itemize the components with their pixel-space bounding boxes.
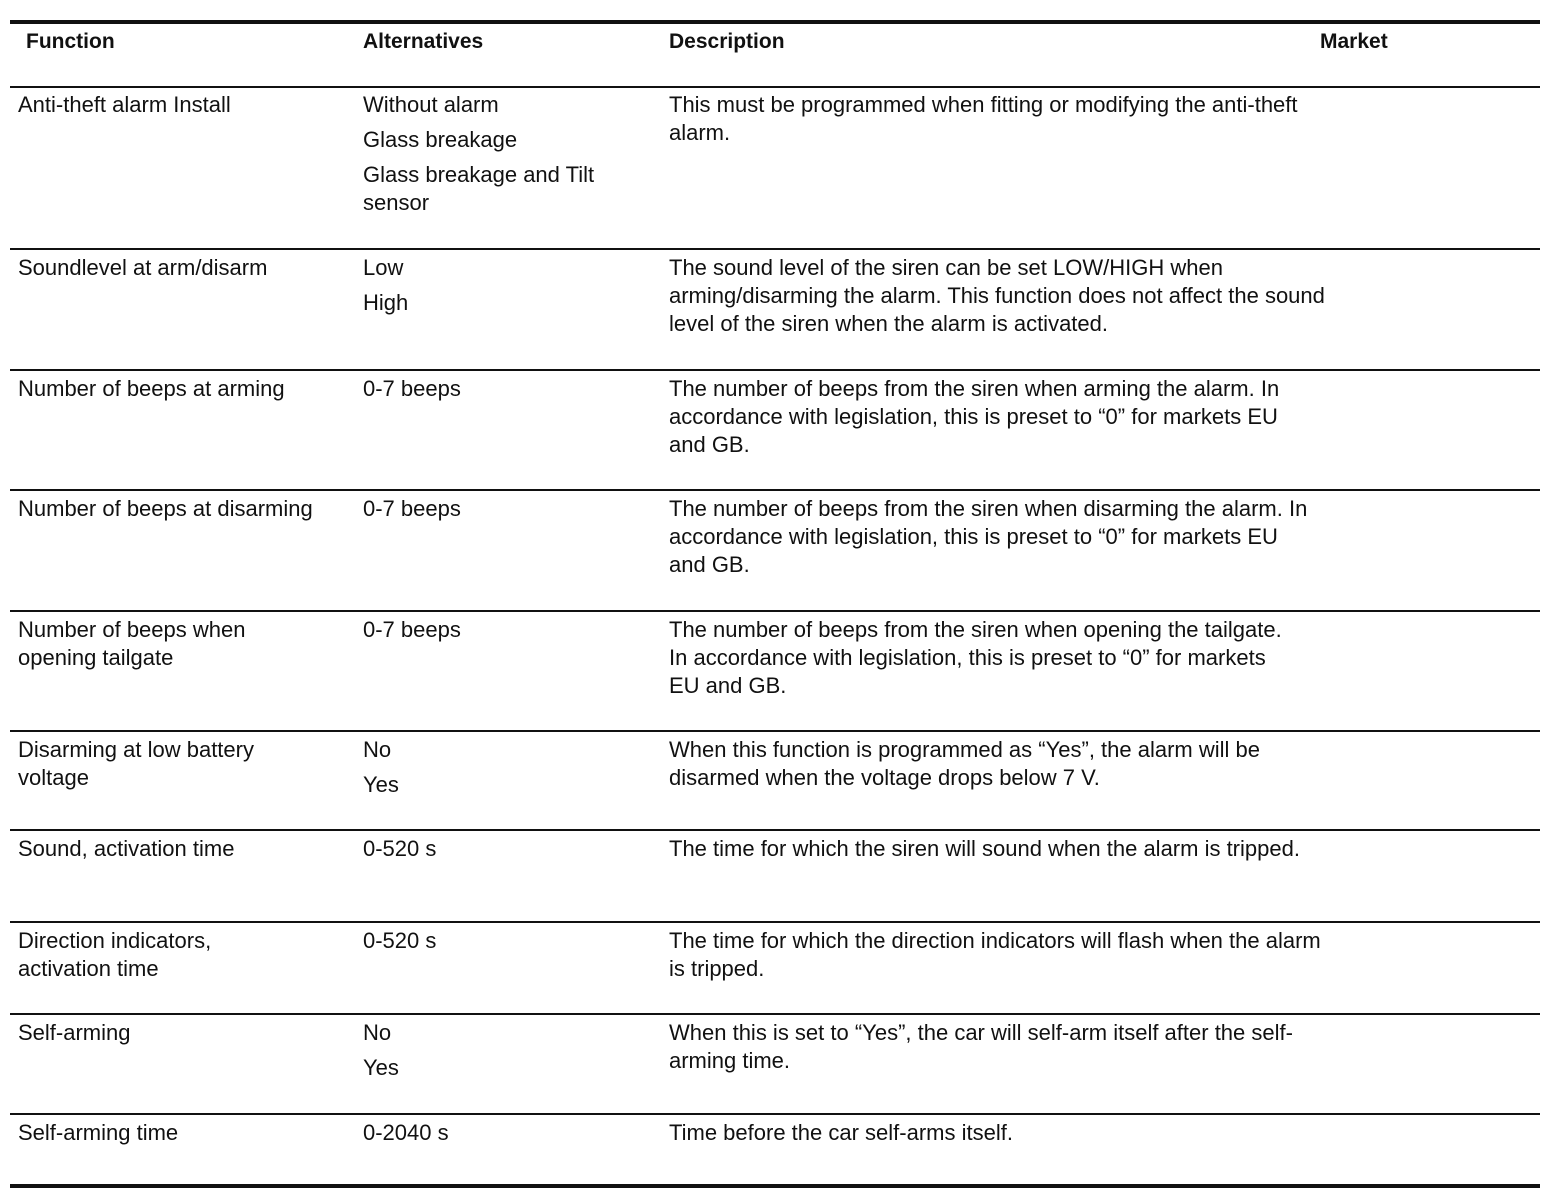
alternative-option: 0-2040 s: [363, 1120, 449, 1145]
alternative-option: High: [363, 290, 409, 315]
description-cell: When this function is programmed as “Yes”, the alarm will be disarmed when the voltage drops below 7 V.: [669, 737, 1260, 790]
alternatives-cell: [363, 1019, 658, 1089]
row-divider: [10, 1013, 1540, 1015]
alternatives-cell: [363, 91, 658, 224]
row-divider: [10, 489, 1540, 491]
alternative-option: 0-7 beeps: [363, 617, 461, 642]
description-cell: When this is set to “Yes”, the car will self-arm itself after the self-arming time.: [669, 1020, 1293, 1073]
description-cell: The number of beeps from the siren when disarming the alarm. In accordance with legislation, this is preset to “0” for markets EU and GB.: [669, 496, 1308, 577]
description-cell: This must be programmed when fitting or modifying the anti-theft alarm.: [669, 92, 1298, 145]
function-cell: Soundlevel at arm/disarm: [18, 255, 268, 280]
description-cell: The time for which the siren will sound when the alarm is tripped.: [669, 836, 1300, 861]
description-cell: The number of beeps from the siren when opening the tailgate. In accordance with legislation, this is preset to “0” for markets EU and GB.: [669, 617, 1282, 698]
row-divider: [10, 829, 1540, 831]
function-cell: Self-arming: [18, 1020, 131, 1045]
alternative-option: No: [363, 1020, 392, 1045]
alternatives-cell: [363, 927, 658, 962]
header-alternatives: Alternatives: [363, 30, 484, 53]
row-divider: [10, 1113, 1540, 1115]
alternative-option: 0-520 s: [363, 836, 437, 861]
table-top-rule: [10, 20, 1540, 24]
alternatives-cell: [363, 375, 658, 410]
function-cell: Disarming at low battery voltage: [18, 737, 254, 790]
alternatives-cell: [363, 835, 658, 870]
alternative-option: 0-520 s: [363, 928, 437, 953]
function-cell: Number of beeps at arming: [18, 376, 285, 401]
alternative-option: No: [363, 737, 392, 762]
row-divider: [10, 610, 1540, 612]
function-cell: Direction indicators, activation time: [18, 928, 212, 981]
alternative-option: Low: [363, 255, 404, 280]
header-bottom-rule: [10, 86, 1540, 88]
header-function: Function: [26, 30, 115, 53]
function-cell: Sound, activation time: [18, 836, 235, 861]
alternatives-cell: [363, 736, 658, 806]
row-divider: [10, 730, 1540, 732]
alternatives-cell: [363, 1119, 658, 1154]
alternatives-cell: [363, 495, 658, 530]
description-cell: Time before the car self-arms itself.: [669, 1120, 1013, 1145]
row-divider: [10, 921, 1540, 923]
function-cell: Self-arming time: [18, 1120, 179, 1145]
alternative-option: Yes: [363, 1055, 399, 1080]
description-cell: The number of beeps from the siren when arming the alarm. In accordance with legislation, this is preset to “0” for markets EU and GB.: [669, 376, 1280, 457]
alternative-option: Yes: [363, 772, 399, 797]
header-market: Market: [1320, 30, 1388, 53]
function-cell: Number of beeps at disarming: [18, 496, 313, 521]
alternatives-cell: [363, 254, 658, 324]
description-cell: The time for which the direction indicators will flash when the alarm is tripped.: [669, 928, 1321, 981]
row-divider: [10, 248, 1540, 250]
description-cell: The sound level of the siren can be set LOW/HIGH when arming/disarming the alarm. This function does not affect the sound level of the siren when the alarm is activated.: [669, 255, 1325, 336]
settings-table: [10, 0, 1540, 1200]
function-cell: Number of beeps when opening tailgate: [18, 617, 246, 670]
function-cell: Anti-theft alarm Install: [18, 92, 231, 117]
row-divider: [10, 369, 1540, 371]
alternative-option: Glass breakage and Tilt sensor: [363, 162, 595, 215]
header-description: Description: [669, 30, 785, 53]
alternative-option: 0-7 beeps: [363, 376, 461, 401]
alternative-option: 0-7 beeps: [363, 496, 461, 521]
alternative-option: Glass breakage: [363, 127, 518, 152]
alternatives-cell: [363, 616, 658, 651]
alternative-option: Without alarm: [363, 92, 499, 117]
table-bottom-rule: [10, 1184, 1540, 1188]
